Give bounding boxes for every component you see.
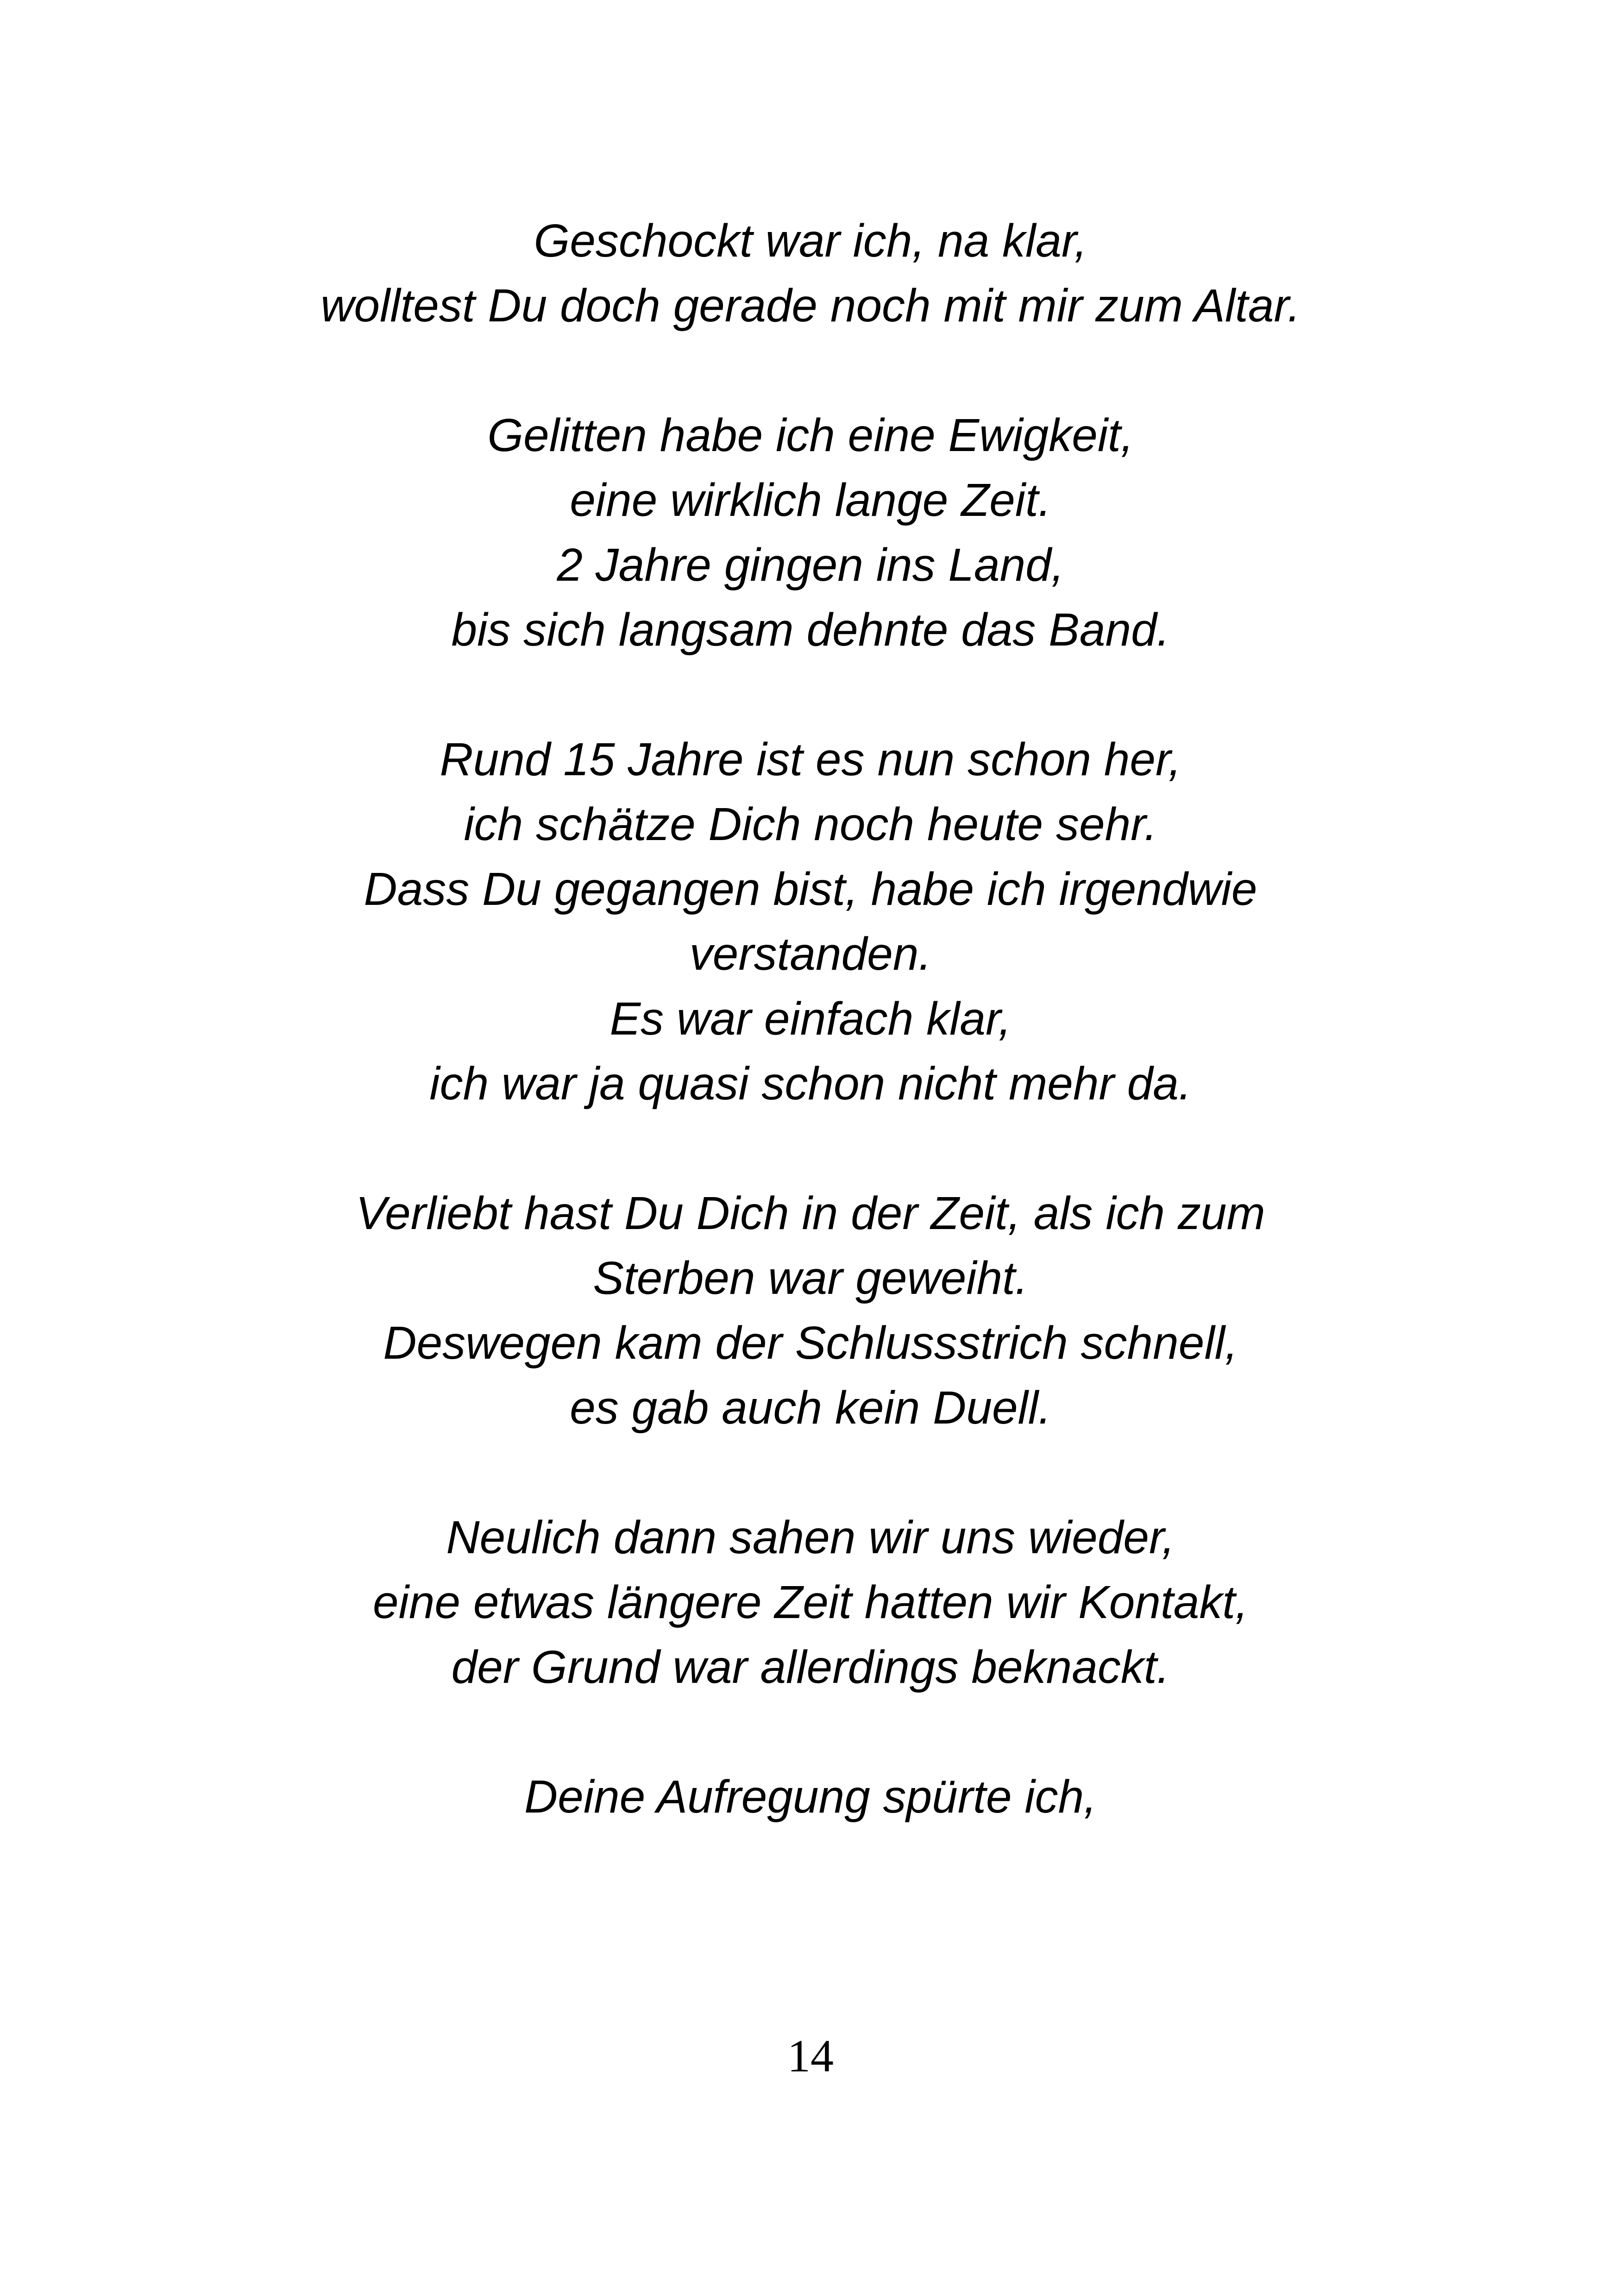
poem-line: Verliebt hast Du Dich in der Zeit, als ich zum — [356, 1187, 1265, 1239]
poem-line: Geschockt war ich, na klar, — [534, 215, 1087, 267]
stanza — [0, 208, 1621, 338]
stanza — [0, 1505, 1621, 1700]
page-number: 14 — [787, 2030, 834, 2082]
poem-line: Deine Aufregung spürte ich, — [524, 1771, 1097, 1823]
poem-line: Deswegen kam der Schlussstrich schnell, — [383, 1317, 1238, 1369]
poem-line: Es war einfach klar, — [609, 993, 1012, 1045]
poem-line: Gelitten habe ich eine Ewigkeit, — [487, 409, 1134, 461]
poem-line: wolltest Du doch gerade noch mit mir zum Altar. — [320, 280, 1301, 332]
poem-line: Dass Du gegangen bist, habe ich irgendwie — [364, 863, 1257, 915]
poem-line: ich schätze Dich noch heute sehr. — [464, 798, 1157, 850]
poem-line: 2 Jahre gingen ins Land, — [557, 539, 1064, 591]
stanza — [0, 727, 1621, 1116]
poem-line: verstanden. — [689, 928, 932, 980]
poem-line: eine wirklich lange Zeit. — [570, 474, 1051, 526]
poem-line: Sterben war geweiht. — [593, 1252, 1028, 1304]
poem-line: ich war ja quasi schon nicht mehr da. — [429, 1058, 1192, 1110]
poem-line: es gab auch kein Duell. — [570, 1382, 1051, 1434]
poem-line: eine etwas längere Zeit hatten wir Kontakt, — [373, 1576, 1248, 1628]
poem-line: Rund 15 Jahre ist es nun schon her, — [440, 734, 1181, 785]
stanza — [0, 403, 1621, 662]
stanza — [0, 1764, 1621, 1829]
stanza — [0, 1181, 1621, 1440]
poem-line: Neulich dann sahen wir uns wieder, — [446, 1512, 1175, 1563]
poem-line: bis sich langsam dehnte das Band. — [451, 604, 1170, 656]
poem-line: der Grund war allerdings beknackt. — [451, 1641, 1170, 1693]
